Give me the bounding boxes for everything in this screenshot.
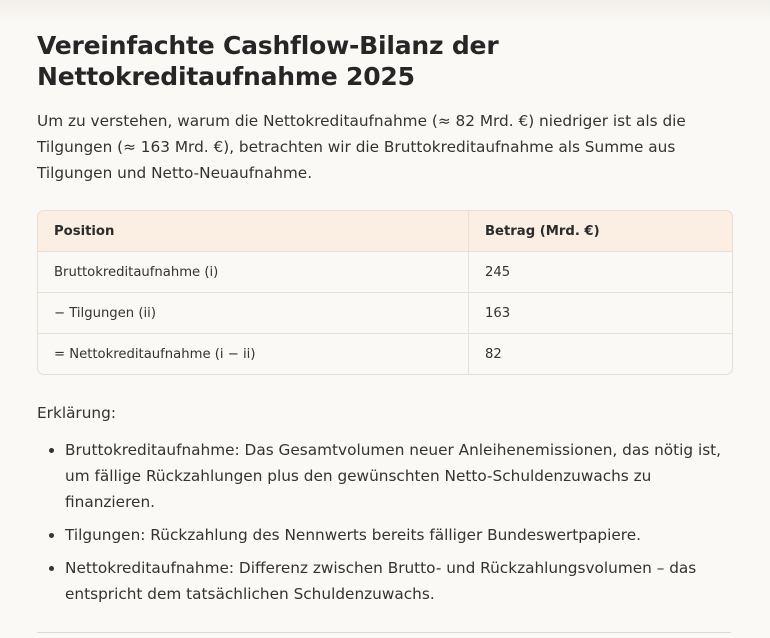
explanation-label: Erklärung:: [37, 404, 116, 422]
divider: [37, 632, 731, 633]
document-body: [37, 30, 737, 614]
cell-amount: 82: [485, 346, 502, 362]
cell-amount: 245: [469, 252, 733, 293]
cell-position: = Nettokreditaufnahme (i − ii): [38, 334, 469, 375]
cell-position: Bruttokreditaufnahme (i): [38, 252, 469, 293]
table-header-row: [38, 211, 732, 252]
cashflow-table: [37, 210, 733, 375]
cell-position: − Tilgungen (ii): [38, 293, 469, 334]
header-amount: Betrag (Mrd. €): [469, 211, 733, 252]
page-title: Vereinfachte Cashflow-Bilanz der Nettokreditaufnahme 2025: [37, 31, 499, 91]
list-item: • Nettokreditaufnahme: Differenz zwischen Brutto- und Rückzahlungsvolumen – das entspricht dem tatsächlichen Schuldenzuwachs.: [65, 555, 737, 607]
cell-amount: 163: [469, 293, 733, 334]
header-position: Position: [38, 211, 469, 252]
table-row: [38, 334, 732, 375]
intro-paragraph: Um zu verstehen, warum die Nettokreditaufnahme (≈ 82 Mrd. €) niedriger ist als die Tilgungen (≈ 163 Mrd. €), betrachten wir die Bruttokreditaufnahme als Summe aus Tilgungen und Netto-Neuaufnahme.: [37, 112, 686, 182]
top-fade: [0, 0, 770, 22]
table-row: [38, 293, 732, 334]
explanation-list: [37, 437, 737, 607]
list-item: • Tilgungen: Rückzahlung des Nennwerts bereits fälliger Bundeswertpapiere.: [65, 522, 737, 548]
list-item: • Bruttokreditaufnahme: Das Gesamtvolumen neuer Anleihenemissionen, das nötig ist, um fällige Rückzahlungen plus den gewünschten Netto-Schuldenzuwachs zu finanzieren.: [65, 437, 737, 515]
table-row: [38, 252, 732, 293]
